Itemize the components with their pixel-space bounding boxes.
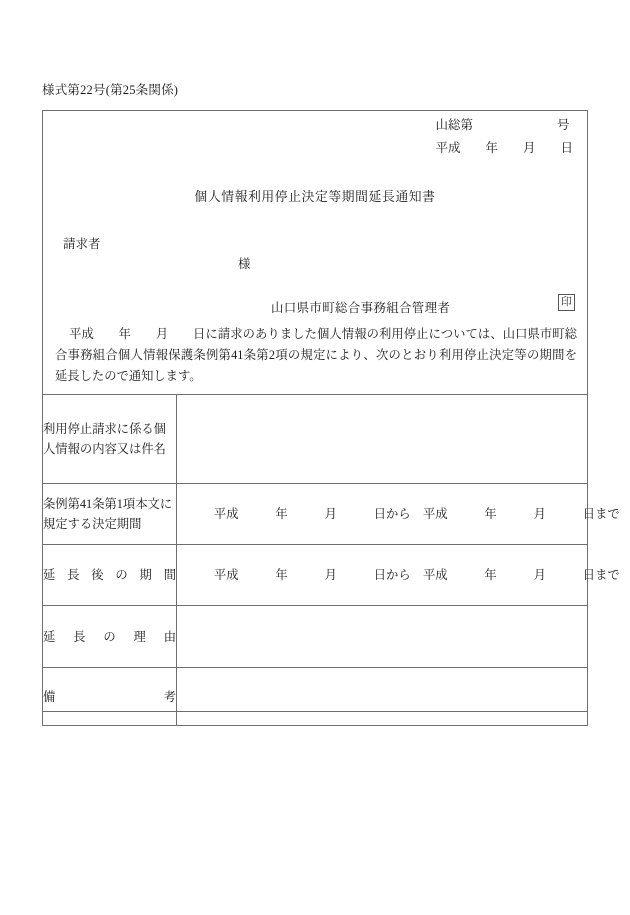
- seal-stamp-icon: 印: [558, 294, 575, 311]
- row-label-text: 利用停止請求に係る個人情報の内容又は件名: [43, 422, 166, 456]
- document-number-block: [435, 119, 573, 154]
- document-number-label: 山総第: [435, 118, 473, 132]
- row-label-remarks: [43, 668, 177, 726]
- form-data-table: [42, 394, 620, 726]
- row-label-extended-period: [43, 545, 177, 606]
- document-number-blank: [473, 119, 557, 132]
- table-row: [43, 395, 588, 484]
- document-title: 個人情報利用停止決定等期間延長通知書: [194, 190, 436, 204]
- row-value-reason-for-extension[interactable]: [177, 606, 588, 668]
- row-value-remarks[interactable]: [177, 668, 588, 726]
- document-number-row: [435, 119, 573, 132]
- body-paragraph-block: [55, 324, 577, 387]
- issue-date-row: [435, 142, 573, 155]
- row-label-reason-for-extension: [43, 606, 177, 668]
- row-value-text: 平成 年 月 日から 平成 年 月 日まで: [213, 568, 620, 582]
- addressee-label: 請求者: [63, 237, 101, 251]
- addressee-honorific: 様: [238, 257, 251, 271]
- row-label-text: 延長の理由: [43, 629, 176, 644]
- document-number-suffix: 号: [557, 118, 570, 132]
- row-label-text: 条例第41条第1項本文に規定する決定期間: [43, 497, 173, 531]
- issue-date: 平成 年 月 日: [435, 140, 573, 155]
- row-value-subject-of-request[interactable]: [177, 395, 588, 484]
- table-row: [43, 484, 588, 545]
- row-value-text: 平成 年 月 日から 平成 年 月 日まで: [213, 507, 620, 521]
- table-row: [43, 668, 588, 726]
- form-number-heading: 様式第22号(第25条関係): [42, 83, 179, 97]
- row-label-statutory-decision-period: [43, 484, 177, 545]
- issuer-name: 山口県市町総合事務組合管理者: [271, 301, 451, 315]
- table-row: [43, 545, 588, 606]
- form-frame: [42, 110, 620, 712]
- body-paragraph: [55, 324, 577, 387]
- row-label-text: 延長後の期間: [43, 568, 176, 582]
- table-row: [43, 606, 588, 668]
- body-paragraph-text: 平成 年 月 日に請求のありました個人情報の利用停止については、山口県市町総合事務組合個人情報保護条例第41条第2項の規定により、次のとおり利用停止決定等の期間を延長したので通知します。: [55, 327, 577, 383]
- row-value-extended-period[interactable]: [177, 545, 620, 606]
- row-label-text: 備考: [43, 689, 176, 704]
- row-label-subject-of-request: [43, 395, 177, 484]
- row-value-statutory-decision-period[interactable]: [177, 484, 620, 545]
